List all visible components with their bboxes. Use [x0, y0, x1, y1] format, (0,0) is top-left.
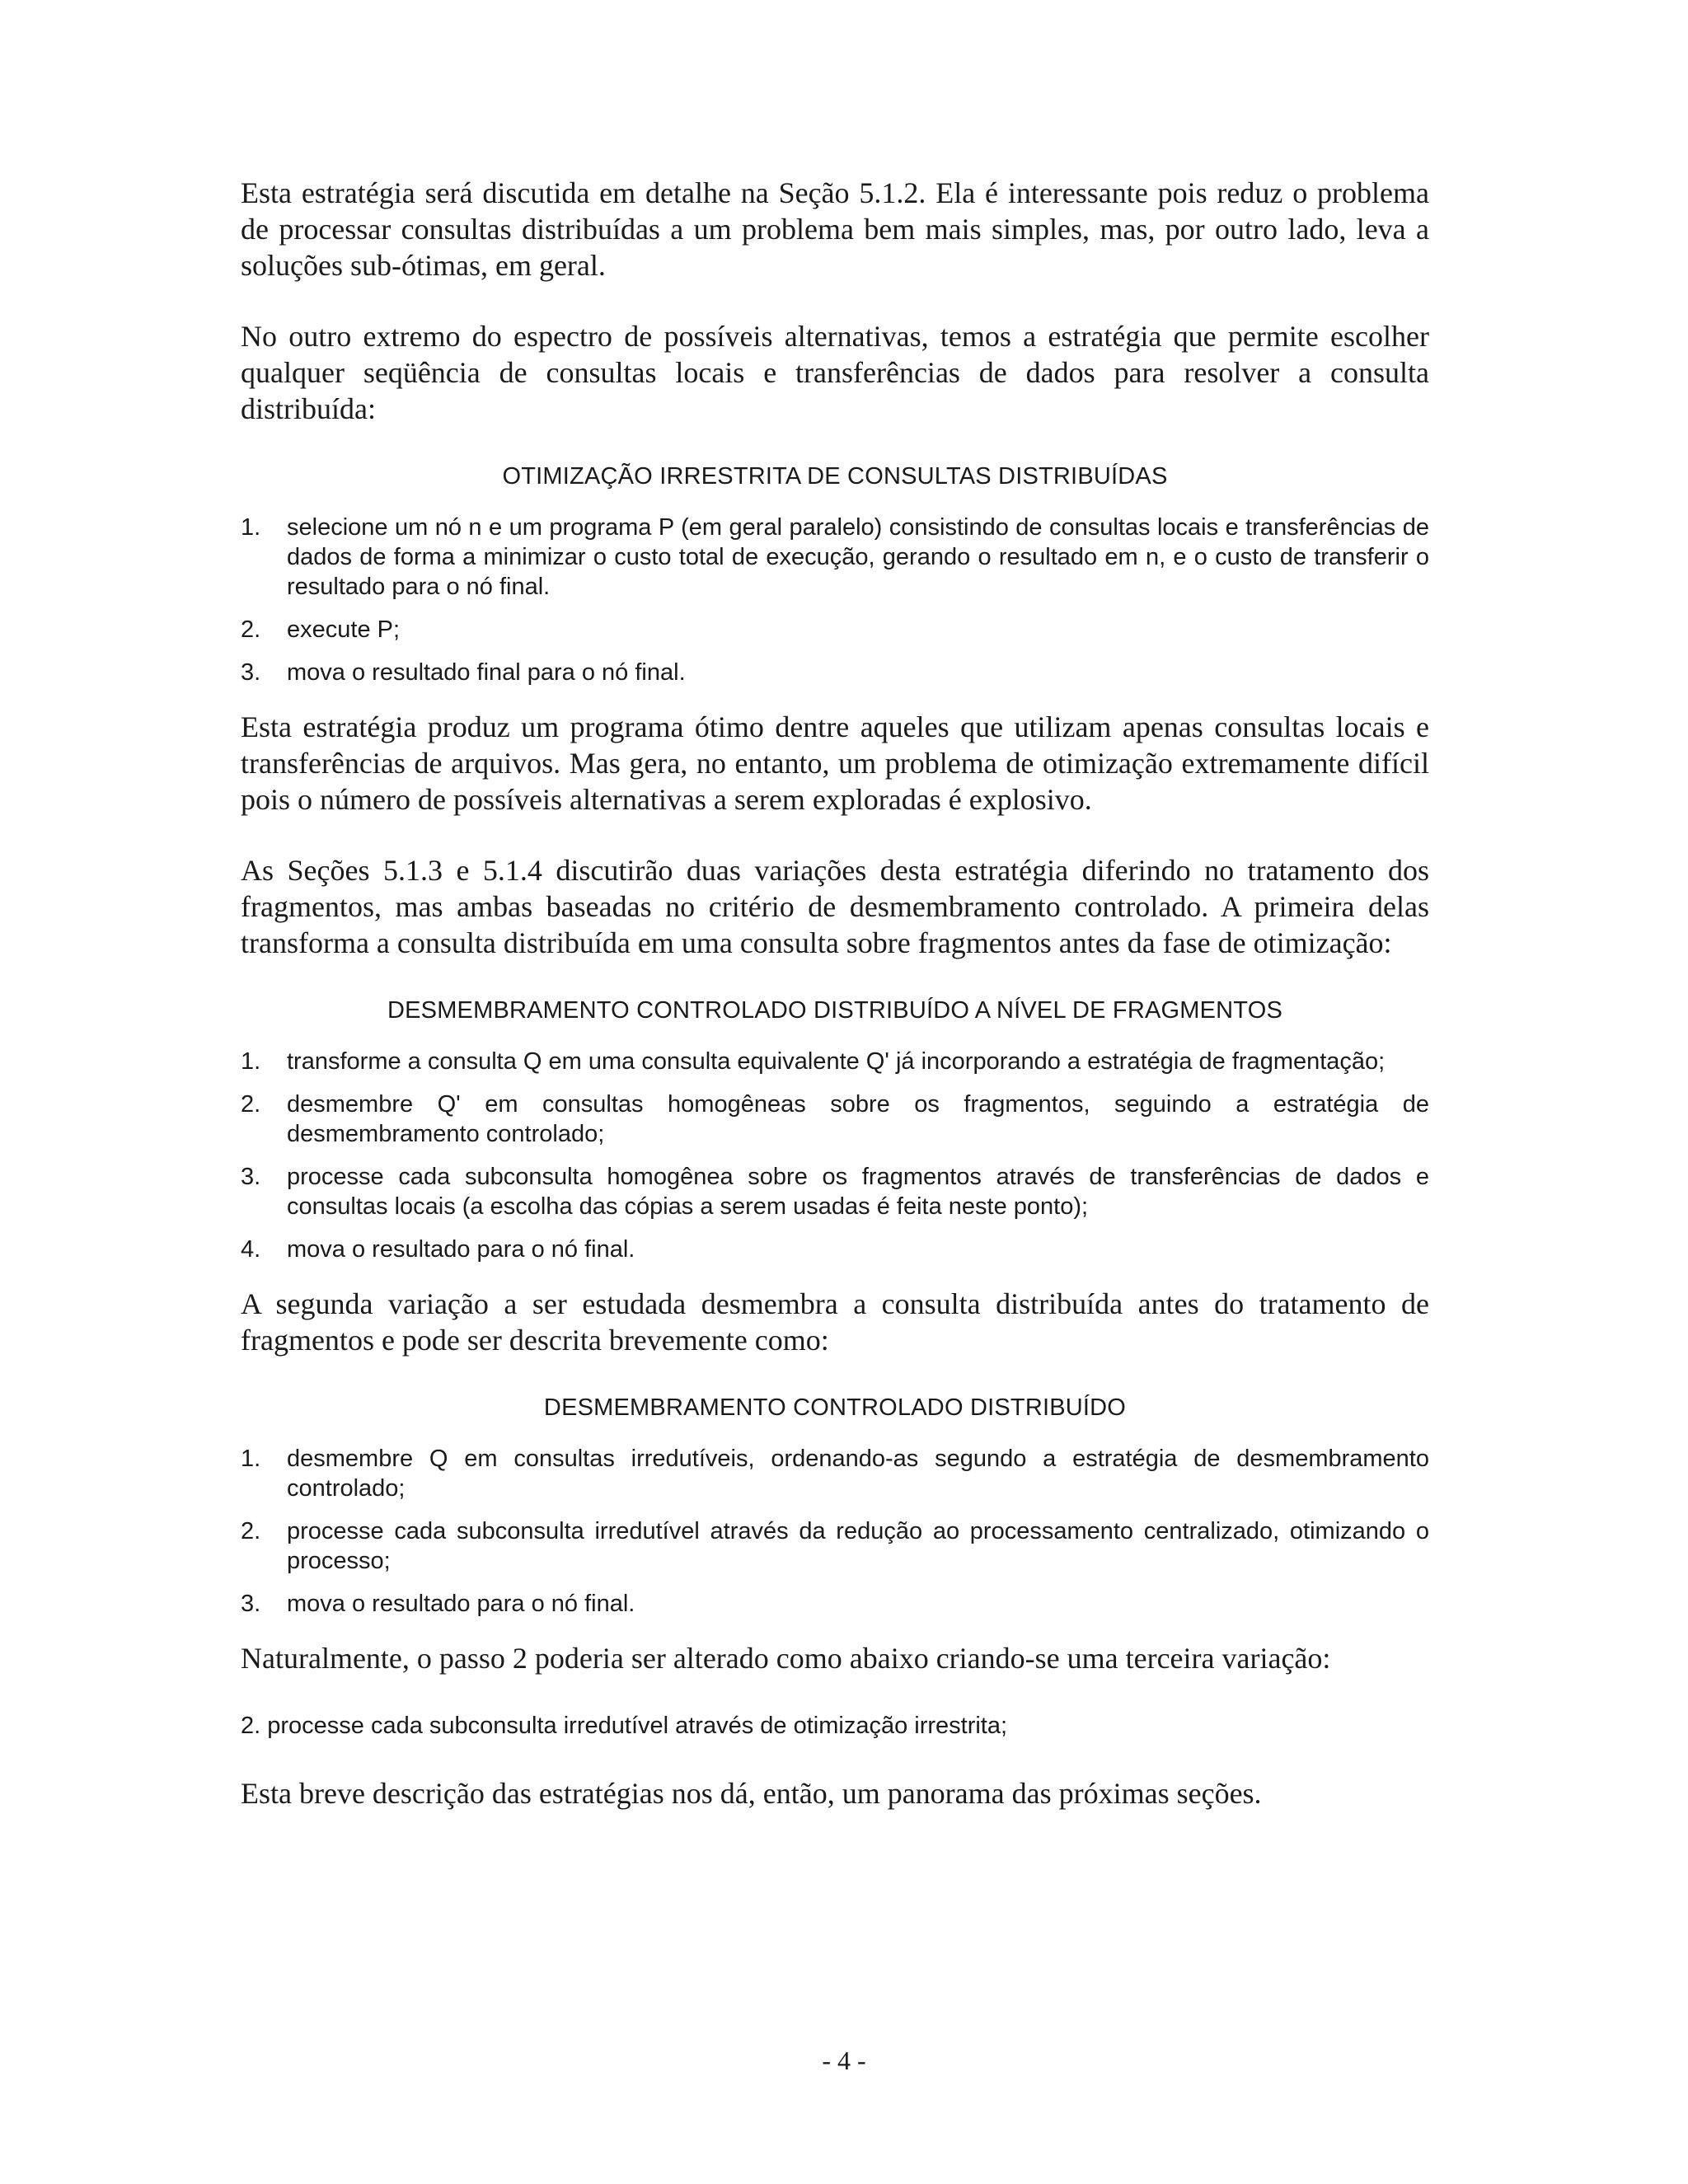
list-item [241, 1444, 1429, 1503]
step-number: 2. [241, 1091, 261, 1118]
list-item [241, 658, 1429, 687]
algorithm-3-heading: DESMEMBRAMENTO CONTROLADO DISTRIBUÍDO [543, 1394, 1127, 1421]
algorithm-2-steps [241, 1047, 1429, 1264]
algorithm-2-heading: DESMEMBRAMENTO CONTROLADO DISTRIBUÍDO A NÍVEL DE FRAGMENTOS [387, 997, 1283, 1024]
list-item [241, 1162, 1429, 1221]
paragraph-5: A segunda variação a ser estudada desmembra a consulta distribuída antes do tratamento de fragmentos e pode ser descrita brevemente como: [241, 1287, 1429, 1357]
algorithm-1-steps [241, 513, 1429, 687]
paragraph-7: Esta breve descrição das estratégias nos dá, então, um panorama das próximas seções. [241, 1777, 1262, 1810]
algorithm-3-steps [241, 1444, 1429, 1619]
paragraph-2: No outro extremo do espectro de possíveis alternativas, temos a estratégia que permite escolher qualquer seqüência de consultas locais e transferências de dados para resolver a consulta distribuída: [241, 320, 1429, 425]
paragraph-1: Esta estratégia será discutida em detalhe na Seção 5.1.2. Ela é interessante pois reduz o problema de processar consultas distribuídas a um problema bem mais simples, mas, por outro lado, leva a soluções sub-ótimas, em geral. [241, 176, 1429, 282]
step-text: desmembre Q' em consultas homogêneas sobre os fragmentos, seguindo a estratégia de desmembramento controlado; [287, 1091, 1429, 1147]
paragraph-3: Esta estratégia produz um programa ótimo dentre aqueles que utilizam apenas consultas locais e transferências de arquivos. Mas gera, no entanto, um problema de otimização extremamente difícil pois o número de possíveis alternativas a serem exploradas é explosivo. [241, 710, 1429, 816]
step-text: mova o resultado para o nó final. [287, 1591, 635, 1617]
page-number: - 4 - [822, 2046, 866, 2075]
step-number: 1. [241, 514, 261, 541]
step-number: 3. [241, 1591, 261, 1617]
list-item [241, 615, 1429, 644]
list-item [241, 1516, 1429, 1576]
list-item [241, 1090, 1429, 1149]
algorithm-1-heading: OTIMIZAÇÃO IRRESTRITA DE CONSULTAS DISTRIBUÍDAS [502, 463, 1168, 490]
step-text: processe cada subconsulta irredutível através da redução ao processamento centralizado, otimizando o processo; [287, 1518, 1429, 1574]
paragraph-4: As Seções 5.1.3 e 5.1.4 discutirão duas variações desta estratégia diferindo no tratamento dos fragmentos, mas ambas baseadas no critério de desmembramento controlado. A primeira delas transforma a consulta distribuída em uma consulta sobre fragmentos antes da fase de otimização: [241, 854, 1429, 959]
step-text: desmembre Q em consultas irredutíveis, ordenando-as segundo a estratégia de desmembramento controlado; [287, 1446, 1429, 1502]
step-text: processe cada subconsulta homogênea sobre os fragmentos através de transferências de dados e consultas locais (a escolha das cópias a serem usadas é feita neste ponto); [287, 1164, 1429, 1220]
step-number: 2. [241, 1518, 261, 1544]
list-item [241, 1235, 1429, 1264]
step-text: execute P; [287, 616, 401, 643]
step-text: mova o resultado para o nó final. [287, 1236, 635, 1263]
step-number: 3. [241, 659, 261, 686]
alternative-step: 2. processe cada subconsulta irredutível através de otimização irrestrita; [241, 1713, 1008, 1739]
step-text: selecione um nó n e um programa P (em geral paralelo) consistindo de consultas locais e transferências de dados de forma a minimizar o custo total de execução, gerando o resultado em n, e o custo de transferir o resultado para o nó final. [287, 514, 1429, 600]
step-number: 1. [241, 1048, 261, 1075]
step-number: 4. [241, 1236, 261, 1263]
step-number: 1. [241, 1446, 261, 1472]
step-text: mova o resultado final para o nó final. [287, 659, 686, 686]
step-number: 3. [241, 1164, 261, 1190]
list-item [241, 513, 1429, 602]
list-item [241, 1589, 1429, 1619]
step-text: transforme a consulta Q em uma consulta equivalente Q' já incorporando a estratégia de fragmentação; [287, 1048, 1386, 1075]
paragraph-6: Naturalmente, o passo 2 poderia ser alterado como abaixo criando-se uma terceira variação: [241, 1642, 1331, 1675]
page-content [241, 175, 1429, 1846]
list-item [241, 1047, 1429, 1076]
step-number: 2. [241, 616, 261, 643]
